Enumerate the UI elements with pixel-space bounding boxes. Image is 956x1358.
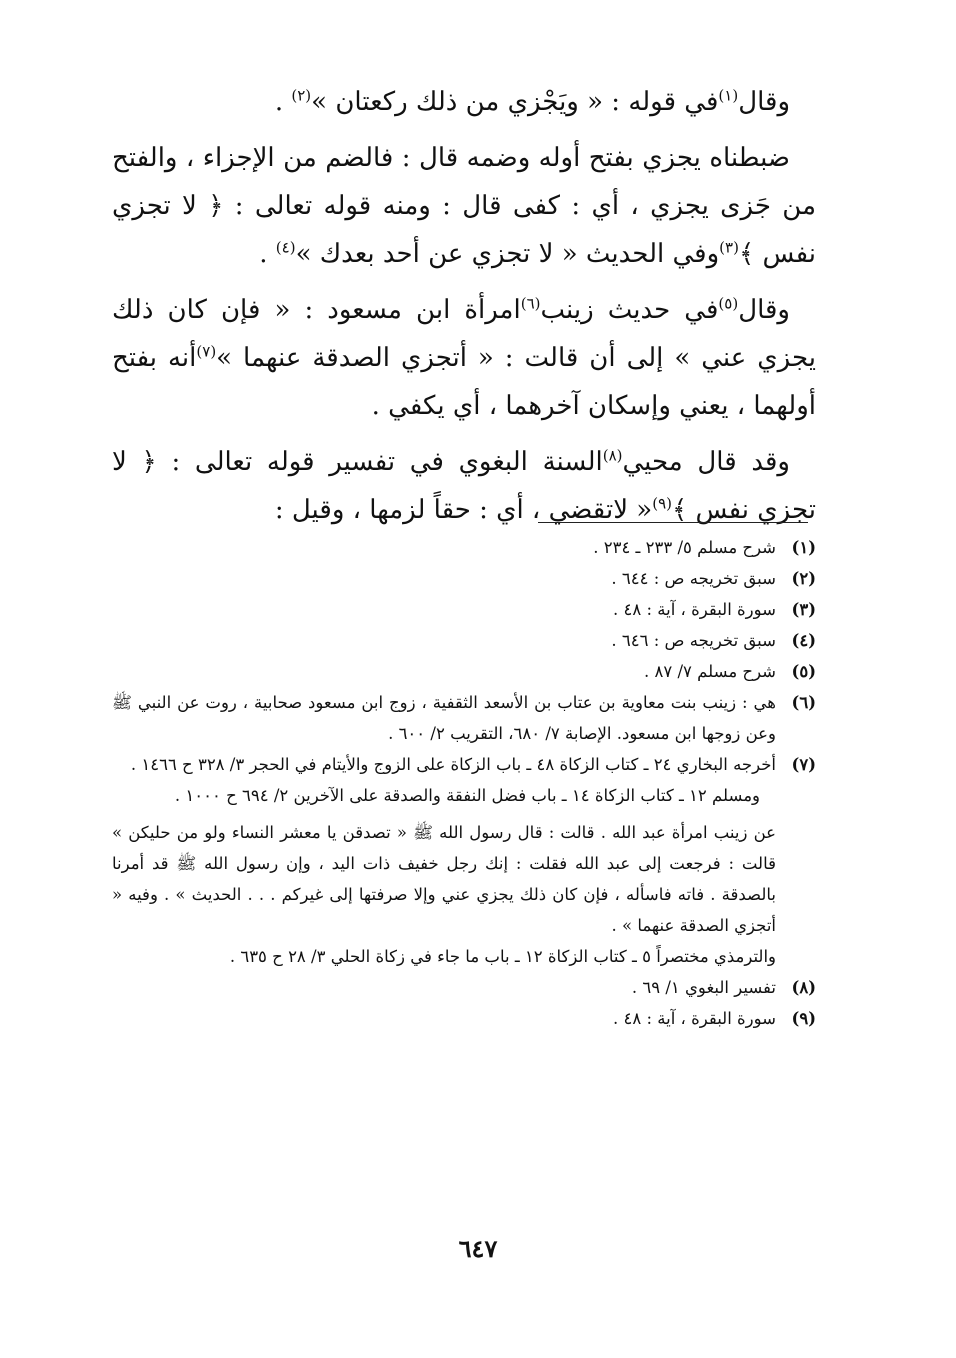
footnote-7 bbox=[112, 749, 816, 780]
footnote-text: تفسير البغوي ١/ ٦٩ . bbox=[631, 978, 776, 997]
footnote-text: سورة البقرة ، آية : ٤٨ . bbox=[612, 1009, 776, 1028]
footnote-number: (٩) bbox=[791, 1009, 816, 1028]
footnote-ref: (٧) bbox=[196, 342, 217, 361]
paragraph-text: . bbox=[274, 87, 292, 117]
footnotes bbox=[112, 532, 816, 1034]
footnote-ref: (٣) bbox=[719, 238, 739, 257]
paragraph-text: في قوله : « ويَجْزي من ذلك ركعتان » bbox=[311, 87, 719, 117]
footnote-number: (١) bbox=[791, 538, 816, 557]
footnote-7-tirmidhi: والترمذي مختصراً ٥ ـ كتاب الزكاة ١٢ ـ باب ما جاء في زكاة الحلي ٣/ ٢٨ ح ٦٣٥ . bbox=[229, 947, 776, 966]
footnote-ref: (٨) bbox=[602, 446, 623, 465]
footnote-text: أخرجه البخاري ٢٤ ـ كتاب الزكاة ٤٨ ـ باب الزكاة على الزوج والأيتام في الحجر ٣/ ٣٢٨ ح ١٤٦٦ . bbox=[130, 755, 776, 774]
footnote-text: سبق تخريجه ص : ٦٤٤ . bbox=[611, 569, 776, 588]
footnote-text: سورة البقرة ، آية : ٤٨ . bbox=[612, 600, 776, 619]
footnote-number: (٥) bbox=[791, 662, 816, 681]
footnote-7-hadith-quote: عن زينب امرأة عبد الله . قالت : قال رسول الله ﷺ « تصدقن يا معشر النساء ولو من حليكن » قالت : فرجعت إلى عبد الله فقلت : إنك رجل خفيف ذات اليد ، وإن رسول الله ﷺ قد أمرنا بالصدقة . فاته فاسأله ، فإن كان ذلك يجزي عني وإلا صرفتها إلى غيركم . . . الحديث » . وفيه « أتجزي الصدقة عنهما » . bbox=[112, 823, 776, 935]
footnote-ref: (٥) bbox=[718, 294, 739, 313]
page-number: ٦٤٧ bbox=[458, 1234, 498, 1263]
paragraph-text: ضبطناه يجزي بفتح أوله وضمه قال : فالضم من الإجزاء ، والفتح من جَزى يجزي ، أي : كفى قال : ومنه قوله تعالى : ﴿ لا تجزي نفس ﴾ bbox=[112, 143, 817, 269]
footnote-ref: (١) bbox=[718, 86, 739, 105]
footnote-2 bbox=[112, 563, 816, 594]
footnote-number: (٤) bbox=[791, 631, 816, 650]
paragraph-1 bbox=[112, 78, 816, 126]
paragraph-text: امرأة ابن مسعود : « فإن كان ذلك يجزي عني » إلى أن قالت : « أتجزي الصدقة عنهما » bbox=[112, 295, 816, 373]
footnote-separator bbox=[538, 522, 808, 523]
paragraph-text: السنة البغوي في تفسير قوله تعالى : ﴿ لا تجزي نفس ﴾ bbox=[112, 447, 816, 525]
footnote-1 bbox=[112, 532, 816, 563]
paragraph-text: . bbox=[259, 239, 276, 269]
footnote-text: هي : زينب بنت معاوية بن عتاب بن الأسعد الثقفية ، زوج ابن مسعود صحابية ، روت عن النبي ﷺ وعن زوجها ابن مسعود. الإصابة ٧/ ٦٨٠، التقريب ٢/ ٦٠٠ . bbox=[112, 693, 776, 743]
footnote-number: (٨) bbox=[791, 978, 816, 997]
footnote-ref: (٤) bbox=[275, 238, 296, 257]
paragraph-text: وقد قال محيي bbox=[622, 447, 790, 477]
paragraph-text: أنه بفتح أولهما ، يعني وإسكان آخرهما ، أي يكفي . bbox=[112, 343, 816, 421]
footnote-ref: (٦) bbox=[520, 294, 541, 313]
footnote-ref: (٩) bbox=[652, 494, 672, 513]
paragraph-3 bbox=[112, 286, 816, 430]
footnote-5 bbox=[112, 656, 816, 687]
footnote-number: (٦) bbox=[791, 693, 816, 712]
footnote-number: (٧) bbox=[791, 755, 816, 774]
main-text bbox=[112, 78, 816, 542]
paragraph-4 bbox=[112, 438, 816, 534]
footnote-7-muslim: ومسلم ١٢ ـ كتاب الزكاة ١٤ ـ باب فضل النفقة والصدقة على الآخرين ٢/ ٦٩٤ ح ١٠٠٠ . bbox=[174, 786, 760, 805]
footnote-6 bbox=[112, 687, 816, 749]
footnote-text: شرح مسلم ٧/ ٨٧ . bbox=[644, 662, 776, 681]
footnote-8 bbox=[112, 972, 816, 1003]
footnote-number: (٣) bbox=[791, 600, 816, 619]
footnote-9 bbox=[112, 1003, 816, 1034]
footnote-text: سبق تخريجه ص : ٦٤٦ . bbox=[611, 631, 776, 650]
paragraph-text: وقال bbox=[738, 295, 790, 325]
paragraph-text: في حديث زينب bbox=[540, 295, 719, 325]
paragraph-text: وقال bbox=[738, 87, 790, 117]
paragraph-text: « لاتقضي ، أي : حقاً لزمها ، وقيل : bbox=[274, 495, 653, 525]
footnote-3 bbox=[112, 594, 816, 625]
footnote-number: (٢) bbox=[791, 569, 816, 588]
footnote-text: شرح مسلم ٥/ ٢٣٣ ـ ٢٣٤ . bbox=[593, 538, 776, 557]
footnote-ref: (٢) bbox=[291, 86, 312, 105]
paragraph-text: وفي الحديث « لا تجزي عن أحد بعدك » bbox=[295, 239, 720, 269]
paragraph-2 bbox=[112, 134, 816, 278]
footnote-4 bbox=[112, 625, 816, 656]
